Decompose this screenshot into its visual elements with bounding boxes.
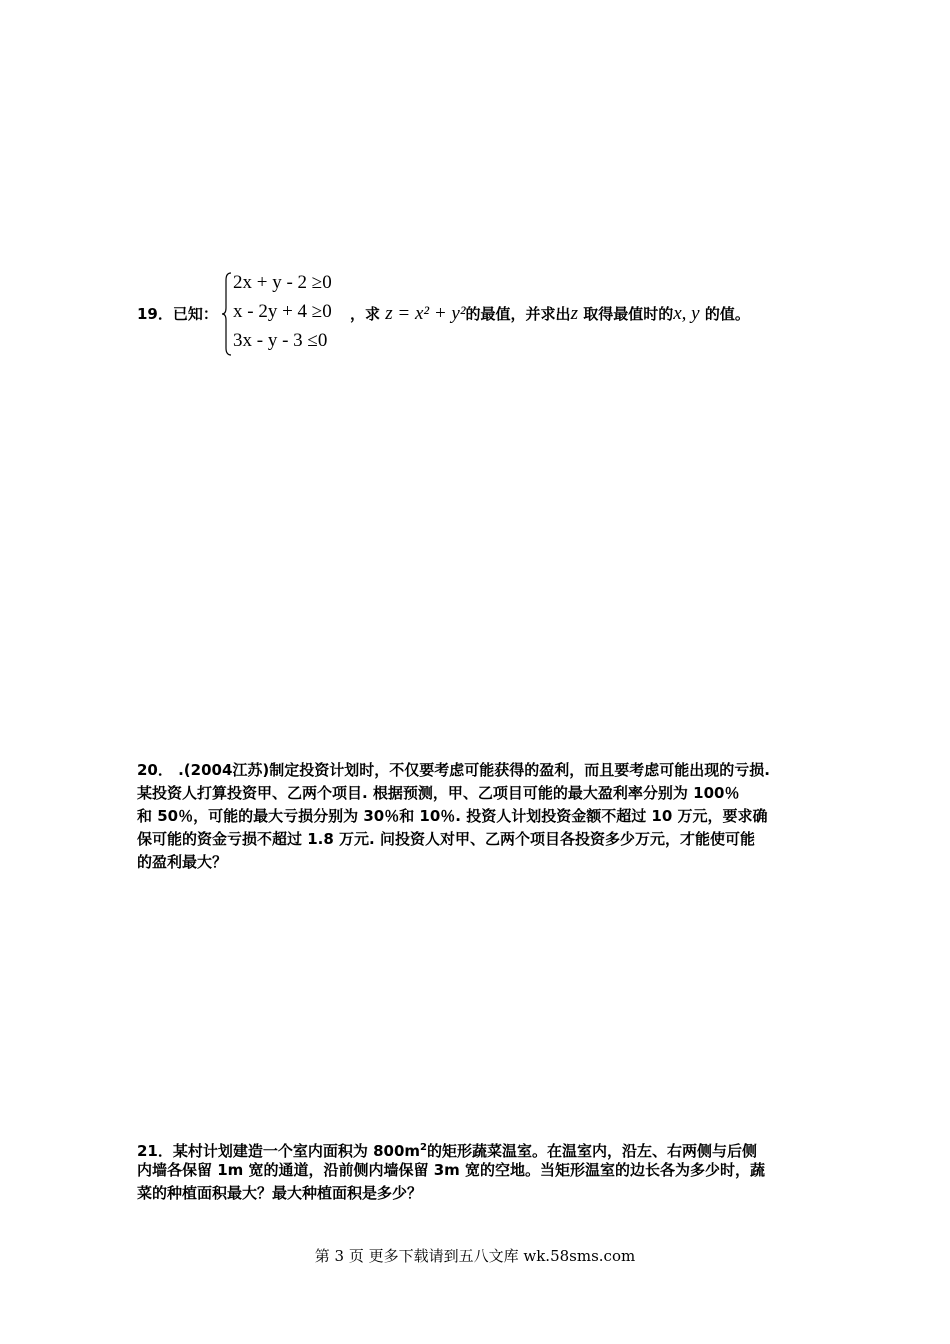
question-20-line-4: 保可能的资金亏损不超过 1.8 万元. 问投资人对甲、乙两个项目各投资多少万元，才能使可能	[137, 830, 755, 848]
question-19	[137, 270, 837, 360]
question-19-body	[350, 304, 750, 324]
question-21-line-2: 内墙各保留 1m 宽的通道，沿前侧内墙保留 3m 宽的空地。当矩形温室的边长各为多少时，蔬	[137, 1161, 766, 1179]
inequality-1: 2x + y - 2 ≥0	[233, 272, 332, 293]
text-seek: ，求	[350, 305, 381, 323]
question-20-line-3: 和 50％，可能的最大亏损分别为 30％和 10％. 投资人计划投资金额不超过 10 万元，要求确	[137, 807, 768, 825]
question-21-text-b: 的矩形蔬菜温室。在温室内，沿左、右两侧与后侧	[427, 1142, 758, 1160]
text-extremum: 的最值，并求出	[465, 305, 571, 323]
inequality-system	[233, 270, 353, 360]
question-21-line-3: 菜的种植面积最大？最大种植面积是多少？	[137, 1184, 423, 1202]
question-19-prefix	[137, 304, 218, 324]
variable-z: z	[570, 303, 578, 324]
text-value: 的值。	[704, 305, 750, 323]
superscript: 2	[420, 1142, 428, 1153]
question-20-line-5: 的盈利最大？	[137, 853, 228, 871]
question-lead: 已知：	[172, 305, 218, 323]
text-when: 取得最值时的	[583, 305, 674, 323]
variables-xy: x, y	[673, 303, 700, 324]
question-21-text-a: 21．某村计划建造一个室内面积为 800m	[137, 1142, 421, 1160]
question-20-line-1: 20． .(2004江苏)制定投资计划时，不仅要考虑可能获得的盈利，而且要考虑可能出现的亏损.	[137, 761, 770, 779]
page-footer: 第 3 页 更多下载请到五八文库 wk.58sms.com	[314, 1247, 636, 1265]
left-brace-icon	[222, 272, 232, 356]
objective-function: z = x² + y²	[385, 303, 466, 324]
question-number: 19．	[137, 305, 173, 323]
inequality-3: 3x - y - 3 ≤0	[233, 330, 328, 351]
inequality-2: x - 2y + 4 ≥0	[233, 301, 332, 322]
question-20-line-2: 某投资人打算投资甲、乙两个项目. 根据预测，甲、乙项目可能的最大盈利率分别为 100％	[137, 784, 740, 802]
